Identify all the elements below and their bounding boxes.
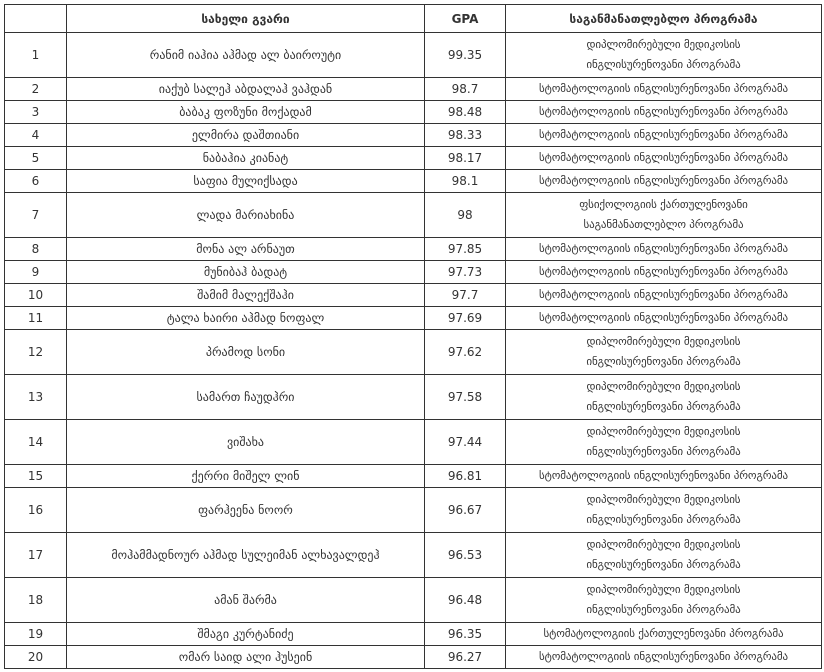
program-line: ინგლისურენოვანი პროგრამა [586,558,741,571]
table-row [5,284,822,307]
student-name: ომარ საიდ ალი ჰუსეინ [67,646,425,669]
program-cell [506,646,822,669]
gpa-value: 98.1 [425,170,506,193]
gpa-value: 98.48 [425,101,506,124]
program-cell [506,170,822,193]
row-number: 17 [5,533,67,578]
program-cell [506,307,822,330]
gpa-value: 96.53 [425,533,506,578]
student-name: შმაგი კურტანიძე [67,623,425,646]
program-line: ინგლისურენოვანი პროგრამა [586,603,741,616]
row-number: 4 [5,124,67,147]
program-cell [506,101,822,124]
row-number: 19 [5,623,67,646]
table-row [5,307,822,330]
program-line: სტომატოლოგიის ქართულენოვანი პროგრამა [543,627,784,640]
table-row [5,261,822,284]
program-cell [506,533,822,578]
gpa-value: 96.27 [425,646,506,669]
gpa-value: 99.35 [425,33,506,78]
program-line: სტომატოლოგიის ინგლისურენოვანი პროგრამა [538,288,789,301]
student-name: რანიმ იაჰია აჰმად ალ ბაიროუტი [67,33,425,78]
table-row [5,101,822,124]
program-cell [506,284,822,307]
gpa-value: 96.81 [425,465,506,488]
row-number: 16 [5,488,67,533]
gpa-value: 96.48 [425,578,506,623]
student-name: ტალა ხაირი აჰმად ნოფალ [67,307,425,330]
program-cell [506,124,822,147]
row-number: 14 [5,420,67,465]
gpa-value: 97.69 [425,307,506,330]
table-row [5,78,822,101]
student-name: იაქუბ სალეჰ აბდალაჰ ვაჰდან [67,78,425,101]
gpa-value: 97.73 [425,261,506,284]
header-name: სახელი გვარი [67,5,425,33]
table-row [5,193,822,238]
header-row [5,5,822,33]
program-cell [506,375,822,420]
program-line: სტომატოლოგიის ინგლისურენოვანი პროგრამა [538,105,789,118]
student-name: ბაბაკ ფოზუნი მოქადამ [67,101,425,124]
gpa-value: 97.62 [425,330,506,375]
row-number: 8 [5,238,67,261]
student-name: ვიშახა [67,420,425,465]
table-row [5,465,822,488]
student-name: ამან შარმა [67,578,425,623]
student-name: მუნიბაჰ ბადატ [67,261,425,284]
table-row [5,124,822,147]
table-row [5,330,822,375]
program-cell [506,578,822,623]
program-cell [506,488,822,533]
row-number: 2 [5,78,67,101]
student-name: მოჰამმადნოურ აჰმად სულეიმან ალხავალდეჰ [67,533,425,578]
program-line: სტომატოლოგიის ინგლისურენოვანი პროგრამა [538,469,789,482]
program-line: დიპლომირებული მედიკოსის [586,425,741,438]
gpa-value: 98.33 [425,124,506,147]
row-number: 10 [5,284,67,307]
program-line: სტომატოლოგიის ინგლისურენოვანი პროგრამა [538,650,789,663]
program-line: სტომატოლოგიის ინგლისურენოვანი პროგრამა [538,128,789,141]
program-line: ინგლისურენოვანი პროგრამა [586,400,741,413]
program-line: ინგლისურენოვანი პროგრამა [586,355,741,368]
student-name: შამიმ მალექშაჰი [67,284,425,307]
table-row [5,646,822,669]
student-name: სამართ ჩაუდჰრი [67,375,425,420]
row-number: 18 [5,578,67,623]
student-name: ელმირა დაშთიანი [67,124,425,147]
row-number: 12 [5,330,67,375]
program-line: ინგლისურენოვანი პროგრამა [586,58,741,71]
program-cell [506,465,822,488]
gpa-value: 98 [425,193,506,238]
program-line: სტომატოლოგიის ინგლისურენოვანი პროგრამა [538,151,789,164]
program-cell [506,261,822,284]
table-row [5,488,822,533]
row-number: 5 [5,147,67,170]
row-number: 11 [5,307,67,330]
program-cell [506,238,822,261]
program-cell [506,623,822,646]
table-row [5,375,822,420]
program-line: სტომატოლოგიის ინგლისურენოვანი პროგრამა [538,242,789,255]
table-row [5,170,822,193]
student-name: მონა ალ არნაუთ [67,238,425,261]
table-row [5,33,822,78]
program-line: სტომატოლოგიის ინგლისურენოვანი პროგრამა [538,174,789,187]
program-cell [506,420,822,465]
program-line: დიპლომირებული მედიკოსის [586,335,741,348]
row-number: 15 [5,465,67,488]
program-cell [506,330,822,375]
row-number: 6 [5,170,67,193]
program-cell [506,193,822,238]
gpa-value: 96.35 [425,623,506,646]
row-number: 3 [5,101,67,124]
gpa-value: 97.85 [425,238,506,261]
gpa-value: 97.58 [425,375,506,420]
header-gpa: GPA [425,5,506,33]
student-name: ფარჰეენა ნოორ [67,488,425,533]
program-line: ფსიქოლოგიის ქართულენოვანი [579,198,748,211]
table-row [5,420,822,465]
student-name: პრამოდ სონი [67,330,425,375]
row-number: 1 [5,33,67,78]
program-line: სტომატოლოგიის ინგლისურენოვანი პროგრამა [538,82,789,95]
gpa-value: 98.7 [425,78,506,101]
table-body [5,33,822,669]
gpa-value: 98.17 [425,147,506,170]
program-line: დიპლომირებული მედიკოსის [586,538,741,551]
row-number: 13 [5,375,67,420]
program-line: სტომატოლოგიის ინგლისურენოვანი პროგრამა [538,265,789,278]
row-number: 9 [5,261,67,284]
program-cell [506,33,822,78]
student-name: საფია მულიქსადა [67,170,425,193]
table-row [5,578,822,623]
table-row [5,533,822,578]
program-line: ინგლისურენოვანი პროგრამა [586,445,741,458]
gpa-value: 97.7 [425,284,506,307]
program-cell [506,78,822,101]
header-number [5,5,67,33]
table-row [5,238,822,261]
program-line: დიპლომირებული მედიკოსის [586,583,741,596]
table-row [5,623,822,646]
ranking-table [4,4,822,669]
gpa-value: 97.44 [425,420,506,465]
row-number: 20 [5,646,67,669]
table-row [5,147,822,170]
program-line: დიპლომირებული მედიკოსის [586,38,741,51]
program-cell [506,147,822,170]
program-line: დიპლომირებული მედიკოსის [586,380,741,393]
program-line: საგანმანათლებლო პროგრამა [583,218,744,231]
student-name: ლადა მარიახინა [67,193,425,238]
header-program: საგანმანათლებლო პროგრამა [506,5,822,33]
program-line: დიპლომირებული მედიკოსის [586,493,741,506]
gpa-value: 96.67 [425,488,506,533]
program-line: სტომატოლოგიის ინგლისურენოვანი პროგრამა [538,311,789,324]
program-line: ინგლისურენოვანი პროგრამა [586,513,741,526]
student-name: ნაბაჰია კიანატ [67,147,425,170]
student-name: ქერრი მიშელ ლინ [67,465,425,488]
row-number: 7 [5,193,67,238]
